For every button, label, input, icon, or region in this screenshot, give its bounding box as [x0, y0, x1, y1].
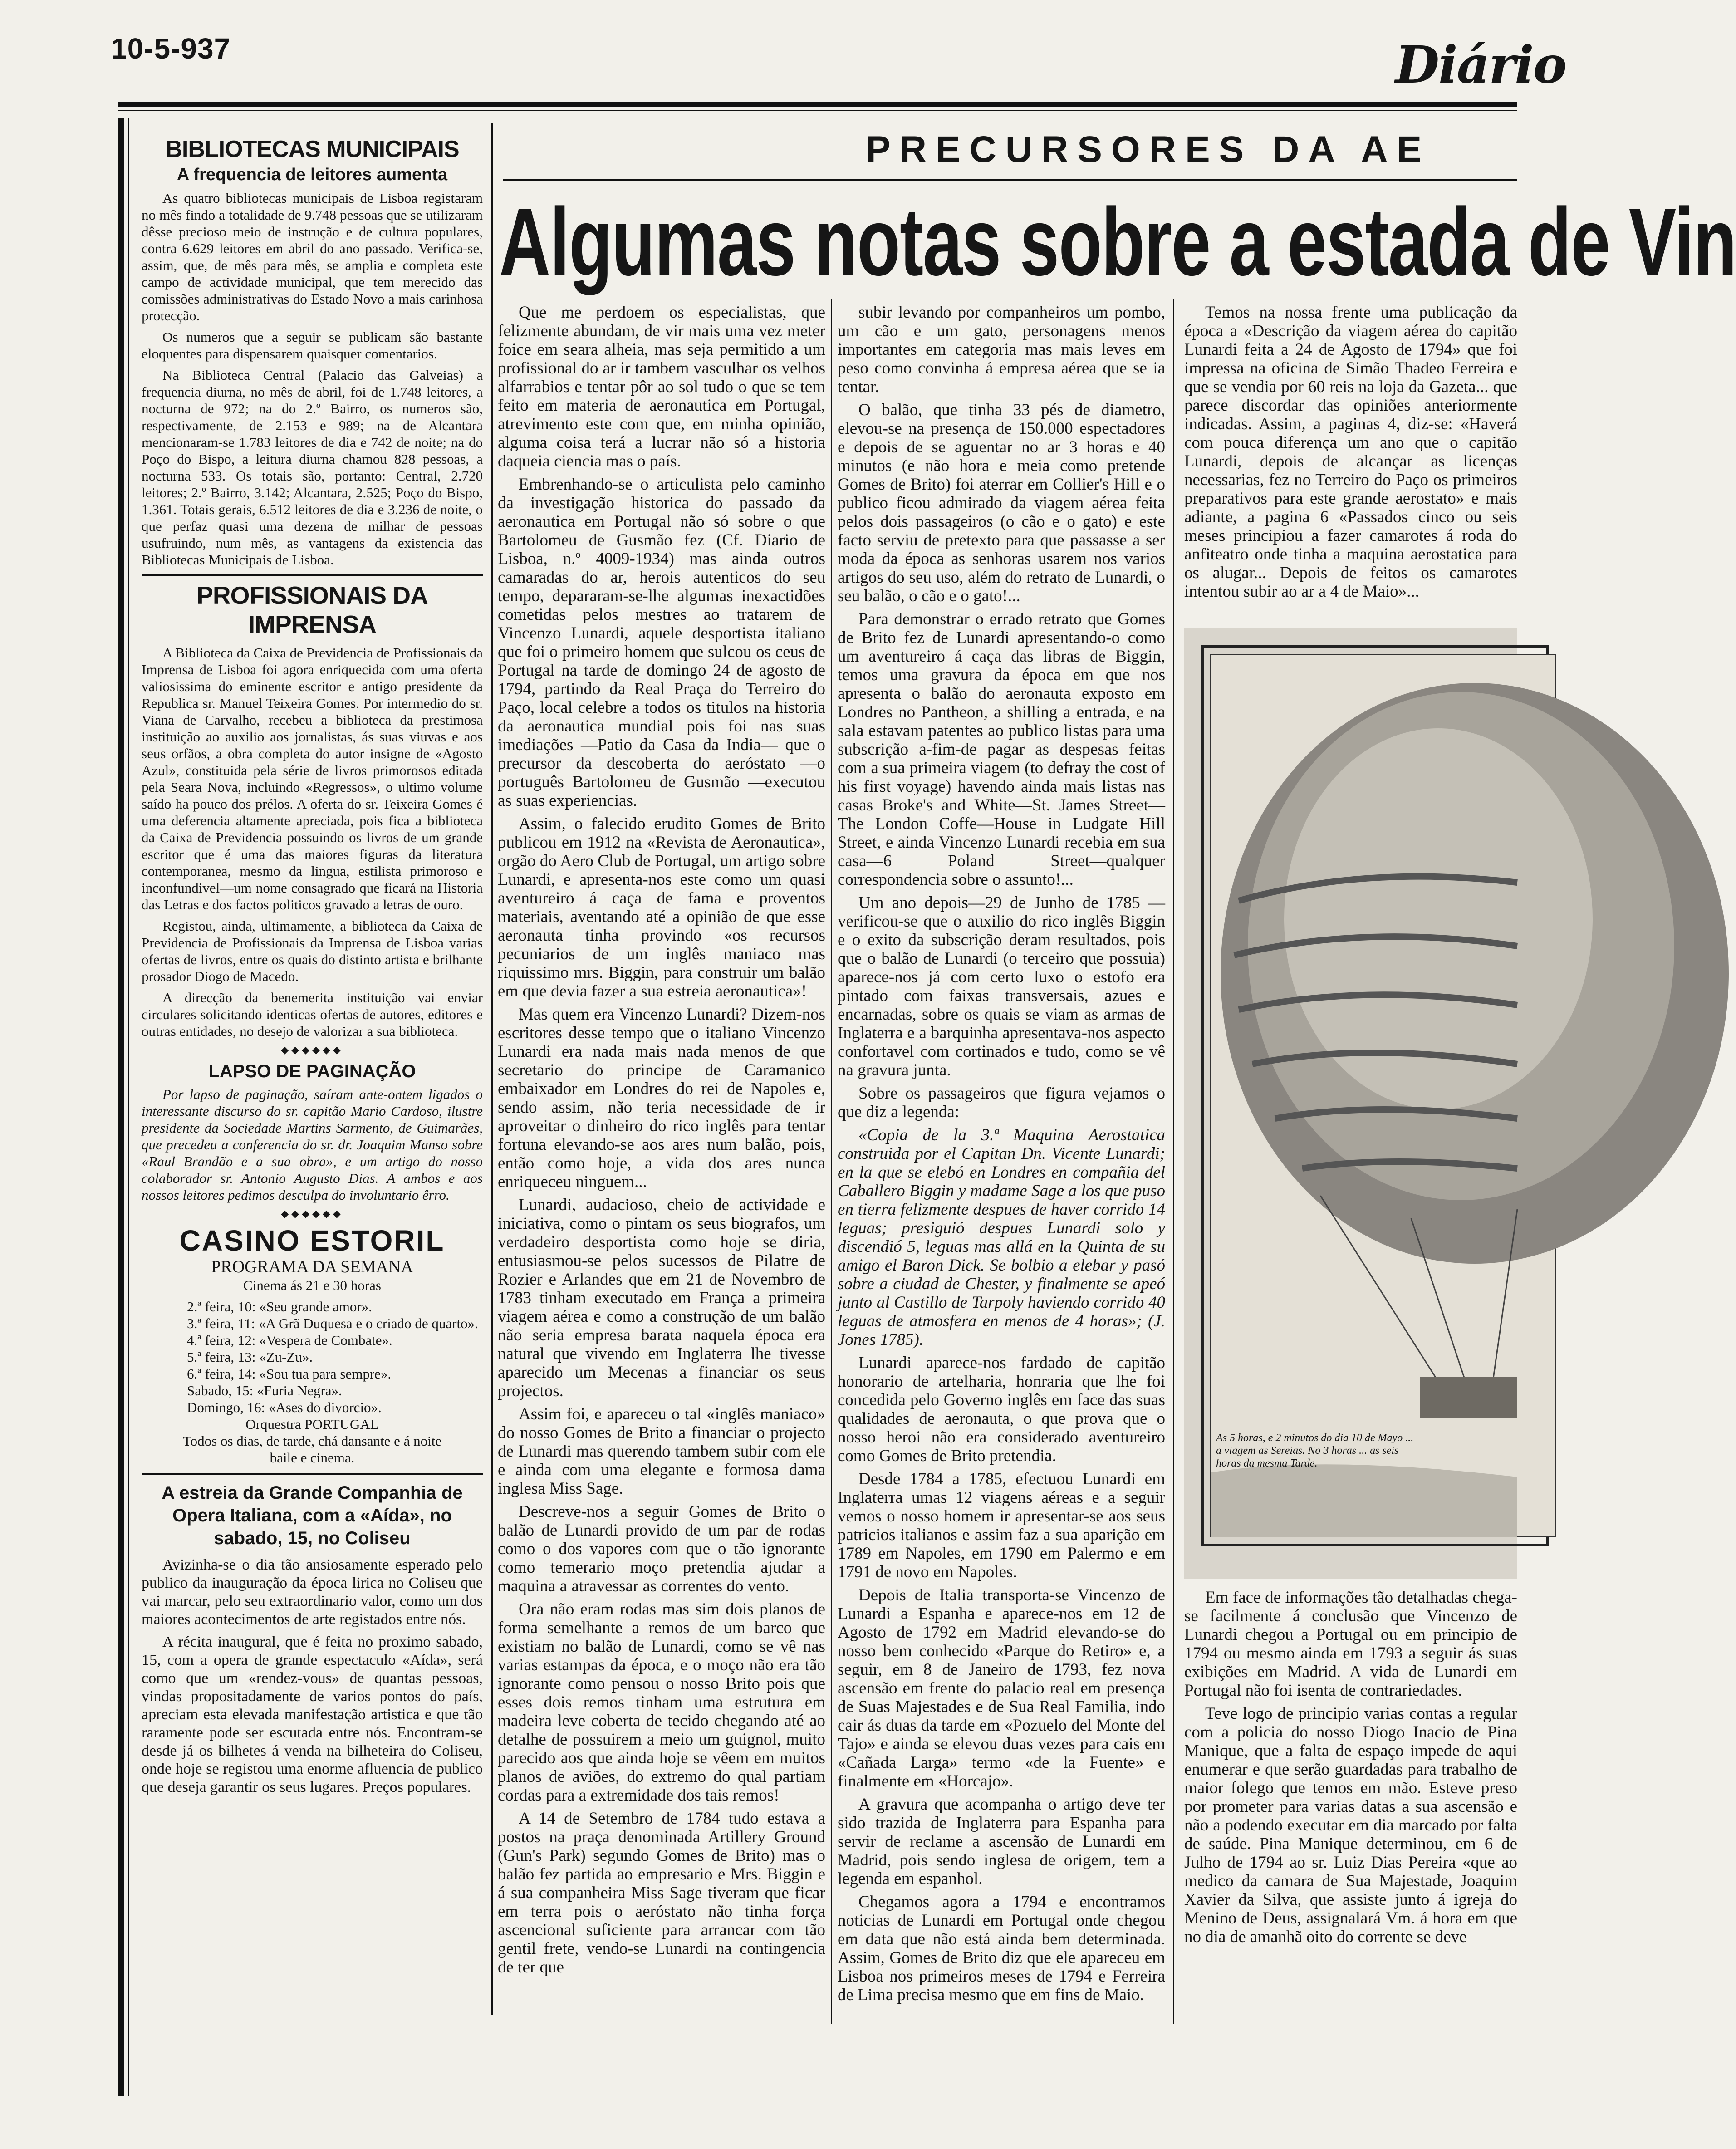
kicker: PRECURSORES DA AE: [866, 129, 1431, 170]
prof-paragraph: A direcção da benemerita instituição vai enviar circulares solicitando identicas ofertas de autores, editores e outras entidades, no desejo de valorizar a sua biblioteca.: [142, 990, 483, 1039]
column-divider: [831, 299, 832, 2024]
article-paragraph: Embrenhando-se o articulista pelo caminho da investigação historica do passado da aeronautica em Portugal não só sobre o que Bartolomeu de Gusmão fez (Cf. Diario de Lisboa, n.º 4009-1934) mas ainda outros camaradas do ar, herois autenticos do seu tempo, depararam-se-lhe algumas inexactidões cometidas pelos mestres ao tratarem de Vincenzo Lunardi, aquele desportista italiano que foi o primeiro homem que sulcou os ceus de Portugal na tarde de domingo 24 de agosto de 1794, partindo da Real Praça do Terreiro do Paço, local celebre a todos os titulos na historia da aeronautica mundial pois foi nas suas imediações —Patio da Casa da India— que o precursor da descoberta do aeróstato —o português Bartolomeu de Gusmão —executou as suas experiencias.: [498, 475, 825, 810]
article-column-3-bottom: [1184, 1588, 1517, 2033]
program-item: 6.ª feira, 14: «Sou tua para sempre».: [187, 1366, 392, 1382]
opera-title: A estreia da Grande Companhia de Opera Italiana, com a «Aída», no sabado, 15, no Coliseu: [162, 1483, 463, 1548]
casino-times: Cinema ás 21 e 30 horas: [243, 1277, 381, 1293]
opera-paragraph: A récita inaugural, que é feita no proximo sabado, 15, com a opera de grande espectaculo «Aída», será como que um «rendez-vous» de quantas pessoas, vindas propositadamente de varios pontos do país, apreciam esta elevada manifestação artistica e que tão raramente pode ser escutada entre nós. Encontram-se desde já os bilhetes á venda na bilheteira do Coliseu, onde hoje se registou uma enorme afluencia de publico que deseja garantir os seus lugares. Preços populares.: [142, 1634, 483, 1796]
article-paragraph: Assim foi, e apareceu o tal «inglês maniaco» do nosso Gomes de Brito a financiar o projecto de Lunardi mas querendo tambem subir com ele e ainda com uma elegante e formosa dama inglesa Miss Sage.: [498, 1405, 825, 1498]
article-paragraph: Lunardi aparece-nos fardado de capitão honorario de artelharia, honraria que lhe foi concedida pelo Governo inglês em face das suas qualidades de aeronauta, o que prova que o nosso heroi não era considerado aventureiro como Gomes de Brito pretendia.: [838, 1354, 1165, 1465]
article-paragraph: Mas quem era Vincenzo Lunardi? Dizem-nos escritores desse tempo que o italiano Vincenzo Lunardi era nada mais nada menos de que secretario do principe de Caramanico embaixador em Londres do rei de Napoles e, sendo assim, não teria necessidade de ir aproveitar o dinheiro do rico inglês para tentar fortuna elevando-se aos ares num balão, pois, então como hoje, a vida dos ares nunca enriqueceu ninguem...: [498, 1005, 825, 1191]
left-column-rule: [118, 118, 124, 2096]
header-rule-thin: [118, 110, 1517, 111]
program-item: 5.ª feira, 13: «Zu-Zu».: [187, 1349, 313, 1365]
article-column-1: [498, 303, 825, 2027]
kicker-rule: [503, 179, 1517, 181]
section-divider: [142, 574, 483, 576]
bib-paragraph: Os numeros que a seguir se publicam são bastante eloquentes para dispensarem quaisquer comentarios.: [142, 329, 483, 362]
program-item: Sabado, 15: «Furia Negra».: [187, 1383, 342, 1398]
bib-paragraph: As quatro bibliotecas municipais de Lisboa registaram no mês findo a totalidade de 9.748 pessoas que se utilizaram dêsse precioso meio de instrução e de cultura populares, contra 6.629 leitores em abril do ano passado. Verifica-se, assim, que, de mês para mês, se amplia e completa este campo de actividade municipal, que tem merecido das comissões administrativas do Estado Novo a mais carinhosa protecção.: [142, 190, 483, 324]
left-column-rule-thin: [128, 118, 129, 2096]
column-divider: [1173, 299, 1174, 2024]
article-paragraph: Em face de informações tão detalhadas chega-se facilmente á conclusão que Vincenzo de Lunardi chegou a Portugal ou em principio de 1794 ou mesmo ainda em 1793 a seguir ás suas exibições em Madrid. A vida de Lunardi em Portugal não foi isenta de contrariedades.: [1184, 1588, 1517, 1700]
article-paragraph: Ora não eram rodas mas sim dois planos de forma semelhante a remos de um barco que existiam no balão de Lunardi, como se vê nas varias estampas da época, e o moço não era tão ignorante como pensou o nosso Brito pois que esses dois remos tinham uma estrutura em madeira leve coberta de tecido chegando até ao detalhe de possuirem a meio um guignol, muito parecido aos que ainda hoje se vêem em muitos planos de aviões, do extremo do qual partiam cordas para a extremidade dos tais remos!: [498, 1600, 825, 1805]
headline: Algumas notas sobre a estada de Vin: [499, 188, 1736, 295]
left-column-divider: [491, 123, 493, 2015]
ornament-separator: ◆◆◆◆◆◆: [281, 1044, 343, 1055]
article-paragraph: Desde 1784 a 1785, efectuou Lunardi em Inglaterra umas 12 viagens aéreas e a seguir vemos o nosso homem ir apresentar-se aos seus patricios italianos e assim faz a sua aparição em 1789 em Napoles, em 1790 em Palermo e em 1791 de novo em Napoles.: [838, 1470, 1165, 1581]
casino-program: [142, 1298, 483, 1416]
header-rule: [118, 102, 1517, 107]
bib-subtitle: A frequencia de leitores aumenta: [177, 165, 448, 184]
lapso-text: Por lapso de paginação, saíram ante-ontem ligados o interessante discurso do sr. capitão Mario Cardoso, ilustre presidente da Sociedade Martins Sarmento, de Guimarães, que precedeu a conferencia do sr. dr. Joaquim Manso sobre «Raul Brandão e a sua obra», e um artigo do nosso colaborador sr. Antonio Augusto Dias. A ambos e aos nossos leitores pedimos desculpa do involuntario êrro.: [142, 1086, 483, 1203]
casino-orchestra: Orquestra PORTUGAL: [245, 1416, 379, 1432]
casino-subtitle: PROGRAMA DA SEMANA: [211, 1257, 413, 1276]
article-paragraph: Temos na nossa frente uma publicação da época a «Descrição da viagem aérea do capitão Lunardi feita a 24 de Agosto de 1794» que foi impressa na oficina de Simão Thadeo Ferreira e que se vendia por 60 reis na loja da Gazeta... que parece discordar das opiniões anteriormente indicadas. Assim, a paginas 4, diz-se: «Haverá com pouca diferença um ano que o capitão Lunardi, depois de alcançar as licenças necessarias, fez no Terreiro do Paço os primeiros preparativos para este grande aerostato» e mais adiante, a pagina 6 «Passados cinco ou seis meses principiou a fazer camarotes á roda do anfiteatro onde tinha a maquina aerostatica para os alugar... Depois de feitos os camarotes intentou subir ao ar a 4 de Maio»...: [1184, 303, 1517, 601]
ornament-separator: ◆◆◆◆◆◆: [281, 1208, 343, 1219]
article-paragraph: Que me perdoem os especialistas, que felizmente abundam, de vir mais uma vez meter foice em seara alheia, mas seja permitido a um profissional do ar ir tambem vasculhar os velhos alfarrabios e tentar pôr ao sol tudo o que se tem feito em materia de aeronautica em Portugal, atrevimento este com que, em minha opinião, alguma coisa terá a lucrar não só a historia daqueia ciencia mas o país.: [498, 303, 825, 471]
masthead: Diário: [1395, 35, 1566, 95]
prof-title: PROFISSIONAIS DA IMPRENSA: [196, 581, 428, 638]
article-paragraph: Um ano depois—29 de Junho de 1785 —verificou-se que o auxilio do rico inglês Biggin e o exito da subscrição deram resultados, pois que o balão de Lunardi (o terceiro que possuia) aparece-nos já com certo luxo o estofo era pintado com faixas transversais, azues e encarnadas, sobre os quais se viam as armas de Inglaterra e a barquinha apresentava-nos aspecto confortavel com cortinados e tudo, como se vê na gravura junta.: [838, 893, 1165, 1079]
article-paragraph: A 14 de Setembro de 1784 tudo estava a postos na praça denominada Artillery Ground (Gun's Park) segundo Gomes de Brito) mas o balão fez partida ao empresario e Mrs. Biggin e á sua companheira Miss Sage tiveram que ficar em terra pois o aeróstato não tinha força ascencional suficiente para arrancar com tão gentil frete, vendo-se Lunardi na contingencia de ter que: [498, 1809, 825, 1977]
prof-paragraph: A Biblioteca da Caixa de Previdencia de Profissionais da Imprensa de Lisboa foi agora enriquecida com uma oferta valiosissima do eminente escritor e antigo presidente da Republica sr. Manuel Teixeira Gomes. Por intermedio do sr. Viana de Carvalho, recebeu a biblioteca da prestimosa instituição ao auxilio aos jornalistas, ás suas viuvas e aos seus orfãos, a obra completa do autor insigne de «Agosto Azul», constituida pela série de livros primorosos editada pela Seara Nova, incluindo «Regressos», o ultimo volume saído ha pouco dos prélos. A oferta do sr. Teixeira Gomes é uma deferencia altamente apreciada, pois fica a biblioteca da Caixa de Previdencia possuindo os livros de um grande escritor que é uma das maiores figuras da literatura contemporanea, mesmo da lingua, estilista primoroso e inconfundivel—um nome consagrado que ficará na Historia das Letras e dos factos politicos gravado a letras de ouro.: [142, 645, 483, 913]
article-paragraph: O balão, que tinha 33 pés de diametro, elevou-se na presença de 150.000 espectadores e depois de se aguentar no ar 3 horas e 40 minutos (e não hora e meia como pretende Gomes de Brito) foi aterrar em Collier's Hill e o publico ficou admirado da viagem aérea feita pelos dois passageiros (o cão e o gato) e este facto serviu de pretexto para que passasse a ser moda da época as senhoras usarem nos varios artigos do seu uso, além do retrato de Lunardi, o seu balão, o cão e o gato!...: [838, 401, 1165, 605]
casino-title: CASINO ESTORIL: [179, 1224, 445, 1257]
article-column-2: [838, 303, 1165, 2027]
program-item: 4.ª feira, 12: «Vespera de Combate».: [187, 1332, 392, 1348]
article-paragraph: Descreve-nos a seguir Gomes de Brito o balão de Lunardi provido de um par de rodas como o dos vapores com que o tão ignorante como temerario moço pretendia ajudar a maquina a atravessar as correntes do vento.: [498, 1502, 825, 1595]
engraving-caption: As 5 horas, e 2 minutos do dia 10 de Mayo ... a viagem as Sereias. No 3 horas ... as seis horas da mesma Tarde.: [1216, 1432, 1414, 1469]
article-paragraph: Teve logo de principio varias contas a regular com a policia do nosso Diogo Inacio de Pina Manique, que a falta de espaço impede de aqui enumerar e que serão guardadas para trabalho de maior folego que temos em mão. Esteve preso por prometer para varias datas a sua ascensão e não a podendo executar em dia marcado por falta de saúde. Pina Manique determinou, em 6 de Julho de 1794 ao sr. Luiz Dias Pereira «que ao medico da camara de Sua Majestade, Joaquim Xavier da Silva, que assiste junto á igreja do Menino de Deus, assignalará Vm. á hora em que no dia de amanhã oito do corrente se deve: [1184, 1704, 1517, 1946]
article-column-3-top: [1184, 303, 1517, 630]
left-column: [142, 136, 483, 2028]
article-paragraph: A gravura que acompanha o artigo deve ter sido trazida de Inglaterra para Espanha para servir de reclame a ascensão de Lunardi em Madrid, pois sendo inglesa de origem, tem a legenda em espanhol.: [838, 1795, 1165, 1888]
casino-closing: Todos os dias, de tarde, chá dansante e á noite baile e cinema.: [182, 1433, 442, 1466]
bib-paragraph: Na Biblioteca Central (Palacio das Galveias) a frequencia diurna, no mês de abril, foi de 1.748 leitores, a nocturna de 972; na do 2.º Bairro, os numeros são, respectivamente, de 2.153 e 989; na de Alcantara mencionaram-se 1.783 leitores de dia e 742 de noite; na do Poço do Bispo, a leitura diurna chamou 828 pessoas, a nocturna 533. Os totais são, portanto: Central, 2.720 leitores; 2.º Bairro, 3.142; Alcantara, 2.525; Poço do Bispo, 1.361. Totais gerais, 6.512 leitores de dia e 3.236 de noite, o que perfaz quasi uma dezena de milhar de pessoas usufruindo, num mês, as vantagens da existencia das Bibliotecas Municipais de Lisboa.: [142, 367, 483, 568]
article-paragraph: Assim, o falecido erudito Gomes de Brito publicou em 1912 na «Revista de Aeronautica», orgão do Aero Club de Portugal, um artigo sobre Lunardi, e apresenta-nos este como um quasi aventureiro á caça de fama e proventos materiais, aventando até a opinião de que esse aeronauta tinha provindo «os recursos pecuniarios de um inglês maniaco mas riquissimo mrs. Biggin, para construir um balão em que devia fazer a sua estreia aeronautica»!: [498, 814, 825, 1001]
bib-title: BIBLIOTECAS MUNICIPAIS: [165, 136, 459, 162]
prof-paragraph: Registou, ainda, ultimamente, a biblioteca da Caixa de Previdencia de Profissionais da Imprensa de Lisboa varias ofertas de livros, entre os quais do distinto artista e brilhante prosador Diogo de Macedo.: [142, 918, 483, 984]
lapso-title: LAPSO DE PAGINAÇÃO: [208, 1061, 416, 1081]
balloon-engraving: [1184, 628, 1517, 1579]
article-paragraph: Depois de Italia transporta-se Vincenzo de Lunardi a Espanha e aparece-nos em 12 de Agosto de 1792 em Madrid elevando-se do nosso bem conhecido «Parque do Retiro» e, a seguir, em 8 de Janeiro de 1793, fez nova ascensão em frente do palacio real em presença de Suas Majestades e de Sua Real Familia, indo cair ás duas da tarde em «Pozuelo del Monte del Tajo» e ainda se elevou duas vezes para cais em «Cañada Larga» termo «de la Fuente» e finalmente em «Horcajo».: [838, 1586, 1165, 1791]
article-paragraph: Para demonstrar o errado retrato que Gomes de Brito fez de Lunardi apresentando-o como um aventureiro á caça das libras de Biggin, temos uma gravura da época em que nos apresenta o balão do aeronauta exposto em Londres no Pantheon, a shilling a entrada, e na sala estavam patentes ao publico listas para uma subscrição a-fim-de pagar as despesas feitas com a sua primeira viagem (to defray the cost of his first voyage) havendo ainda mais listas nas casas Broke's and White—St. James Street—The London Coffe—House in Ludgate Hill Street, e ainda Vincenzo Lunardi recebia em sua casa—6 Poland Street—qualquer correspondencia sobre o assunto!...: [838, 610, 1165, 889]
section-divider: [142, 1473, 483, 1475]
article-paragraph: Lunardi, audacioso, cheio de actividade e iniciativa, como o pintam os seus biografos, um verdadeiro desportista como hoje se diria, entusiasmou-se pelos sucessos de Pilatre de Rozier e Arlandes que em 21 de Novembro de 1783 tinham executado em França a primeira viagem aérea e como a construção de um balão não seria empresa barata naquela época era natural que vivendo em Inglaterra lhe tivesse aparecido um Mecenas a financiar os seus projectos.: [498, 1196, 825, 1400]
opera-paragraph: Avizinha-se o dia tão ansiosamente esperado pelo publico da inauguração da época lirica no Coliseu que vai marcar, pelo seu extraordinario valor, como um dos maiores acontecimentos de arte registados entre nós.: [142, 1556, 483, 1628]
article-quote: «Copia de la 3.ª Maquina Aerostatica construida por el Capitan Dn. Vicente Lunardi; en la que se elebó en Londres en compañia del Caballero Biggin y madame Sage a los que puso en tierra felizmente despues de haver corrido 14 leguas; presiguió despues Lunardi solo y discendió 5, leguas mas allá en la Quinta de su amigo el Baron Dick. Se bolbio a elebar y pasó sobre a ciudad de Chester, y finalmente se apeó junto al Castillo de Tarpoly haviendo corrido 40 leguas de atmosfera en menos de 4 horas»; (J. Jones 1785).: [838, 1126, 1165, 1349]
article-paragraph: Chegamos agora a 1794 e encontramos noticias de Lunardi em Portugal onde chegou em data que não está ainda bem determinada. Assim, Gomes de Brito diz que ele apareceu em Lisboa nos primeiros meses de 1794 e Ferreira de Lima precisa mesmo que em fins de Maio.: [838, 1893, 1165, 2004]
page-date: 10-5-937: [111, 32, 231, 65]
article-paragraph: Sobre os passageiros que figura vejamos o que diz a legenda:: [838, 1084, 1165, 1121]
article-paragraph: subir levando por companheiros um pombo, um cão e um gato, personagens menos importantes em categoria mas mais leves em peso como convinha á empresa aérea que se ia tentar.: [838, 303, 1165, 396]
program-item: Domingo, 16: «Ases do divorcio».: [187, 1399, 382, 1415]
program-item: 3.ª feira, 11: «A Grã Duquesa e o criado de quarto».: [187, 1315, 478, 1331]
program-item: 2.ª feira, 10: «Seu grande amor».: [187, 1299, 372, 1315]
